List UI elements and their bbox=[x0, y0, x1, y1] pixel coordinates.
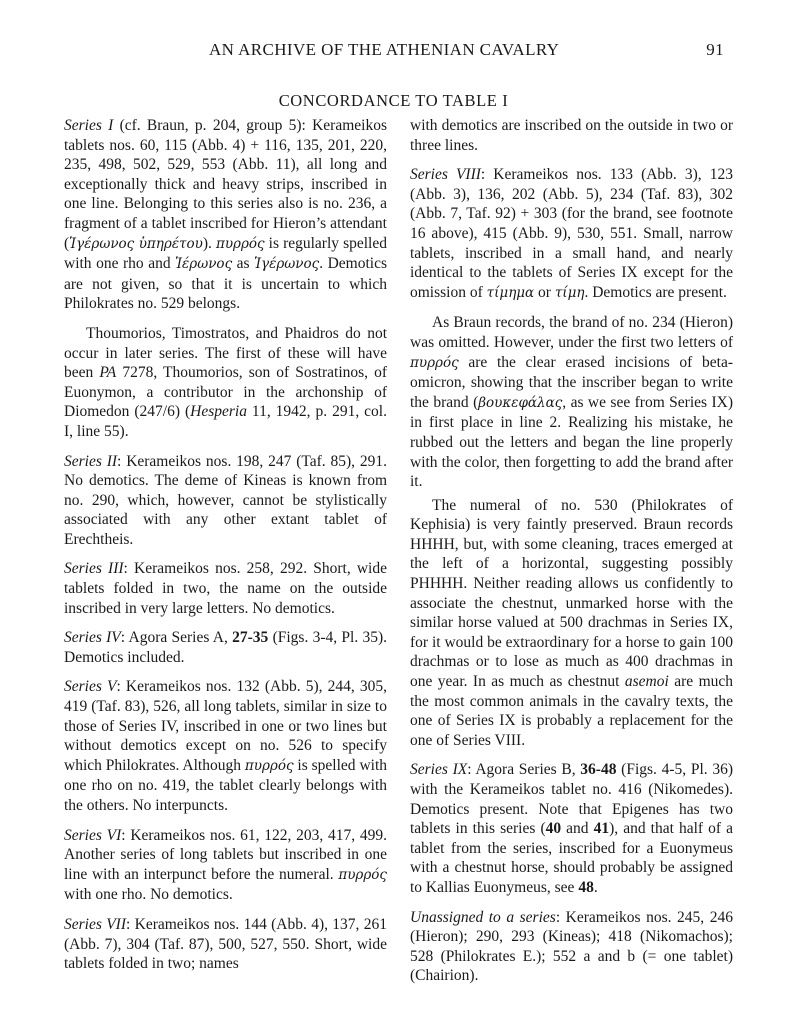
series-iv-entry: Series IV: Agora Series A, 27-35 (Figs. 3-4, Pl. 35). Demotics included. bbox=[64, 629, 388, 666]
section-title: CONCORDANCE TO TABLE I bbox=[278, 91, 509, 110]
series-label: Series VI bbox=[64, 826, 122, 844]
series-i-note: Thoumorios, Timostratos, and Phaidros do not occur in later series. The first of these will have been PA 7278, Thoumorios, son of Sostratinos, of Euonymon, a contributor in the archonship of Diomedon (247/6) (Hesperia 11, 1942, p. 291, col. I, line 55). bbox=[64, 324, 387, 440]
page-number: 91 bbox=[706, 40, 724, 59]
series-label: Series VIII bbox=[410, 166, 481, 184]
running-head bbox=[64, 40, 724, 64]
series-label: Series V bbox=[64, 678, 117, 696]
series-vi-entry: Series VI: Kerameikos nos. 61, 122, 203, 417, 499. Another series of long tablets but inscribed in one line with an interpunct before the numeral. πυρρός with one rho. No demotics. bbox=[64, 826, 387, 904]
left-column bbox=[64, 116, 387, 984]
series-label: Series II bbox=[64, 452, 118, 470]
unassigned-entry: Unassigned to a series: Kerameikos nos. 245, 246 (Hieron); 290, 293 (Kineas); 418 (Nikomachos); 528 (Philokrates E.); 552 a and b (= one tablet) (Chairion). bbox=[410, 908, 733, 985]
series-label: Series III bbox=[64, 560, 124, 578]
running-title: AN ARCHIVE OF THE ATHENIAN CAVALRY bbox=[209, 40, 560, 59]
series-label: Unassigned to a series bbox=[410, 908, 556, 926]
series-i-entry: Series I (cf. Braun, p. 204, group 5): Kerameikos tablets nos. 60, 115 (Abb. 4) + 116, 135, 201, 220, 235, 498, 502, 529, 553 (Abb. 11), all long and exceptionally thick and heavy strips, inscribed in one line. Belonging to this series also is no. 236, a fragment of a tablet inscribed for Hieron’s attendant (Ἱγέρωνος ὑπηρέτου). πυρρός is regularly spelled with one rho and Ἱέρωνος as Ἱγέρωνος. Demotics are not given, so that it is uncertain to which Philokrates no. 529 belongs. bbox=[64, 117, 388, 313]
series-label: Series VII bbox=[64, 915, 126, 933]
right-column bbox=[410, 116, 733, 996]
series-vii-continuation: with demotics are inscribed on the outside in two or three lines. bbox=[410, 117, 733, 154]
series-iii-entry: Series III: Kerameikos nos. 258, 292. Short, wide tablets folded in two, the name on the outside inscribed in very large letters. No demotics. bbox=[64, 560, 387, 617]
series-ii-entry: Series II: Kerameikos nos. 198, 247 (Taf. 85), 291. No demotics. The deme of Kineas is known from no. 290, which, however, cannot be stylistically associated with any other extant tablet of Erechtheis. bbox=[64, 452, 388, 548]
series-viii-entry: Series VIII: Kerameikos nos. 133 (Abb. 3), 123 (Abb. 3), 136, 202 (Abb. 5), 234 (Taf. 83), 302 (Abb. 7, Taf. 92) + 303 (for the brand, see footnote 16 above), 415 (Abb. 9), 530, 551. Small, narrow tablets, inscribed in a small hand, and nearly identical to the tablets of Series IX except for the omission of τίμημα or τίμη. Demotics are present. bbox=[410, 166, 733, 301]
series-label: Series I bbox=[64, 117, 114, 134]
series-viii-note-brand: As Braun records, the brand of no. 234 (Hieron) was omitted. However, under the first two letters of πυρρός are the clear erased incisions of beta-omicron, showing that the inscriber began to write the brand (βουκεφάλας, as we see from Series IX) in first place in line 2. Realizing his mistake, he rubbed out the letters and began the line properly with the color, then forgetting to add the brand after it. bbox=[410, 314, 733, 491]
series-label: Series IV bbox=[64, 629, 121, 647]
series-viii-note-numeral: The numeral of no. 530 (Philokrates of Kephisia) is very faintly preserved. Braun records ΗΗΗΗ, but, with some cleaning, traces emerged at the left of a horizontal, suggesting possibly ΡΗΗΗΗ. Neither reading allows us confidently to associate the chestnut, unmarked horse with the similar horse valued at 500 drachmas in Series IX, for it would be extraordinary for a horse to gain 100 drachmas or to lose as much as 400 drachmas in one year. In as much as chestnut asemoi are much the most common animals in the cavalry texts, the one of Series IX is probably a replacement for the one of Series VIII. bbox=[410, 496, 734, 749]
series-vii-entry: Series VII: Kerameikos nos. 144 (Abb. 4), 137, 261 (Abb. 7), 304 (Taf. 87), 500, 527, 550. Short, wide tablets folded in two; names bbox=[64, 915, 387, 973]
series-ix-entry: Series IX: Agora Series B, 36-48 (Figs. 4-5, Pl. 36) with the Kerameikos tablet no. 416 (Nikomedes). Demotics present. Note that Epigenes has two tablets in this series (40 and 41), and that half of a tablet from the series, inscribed for a Euonymeus with a chestnut horse, should probably be assigned to Kallias Euonymeus, see 48. bbox=[410, 761, 734, 896]
series-label: Series IX bbox=[410, 761, 468, 779]
series-v-entry: Series V: Kerameikos nos. 132 (Abb. 5), 244, 305, 419 (Taf. 83), 526, all long tablets, similar in size to those of Series IV, inscribed in one or two lines but without demotics except on no. 526 to specify which Philokrates. Although πυρρός is spelled with one rho on no. 419, the tablet clearly belongs with the others. No interpuncts. bbox=[64, 678, 387, 814]
